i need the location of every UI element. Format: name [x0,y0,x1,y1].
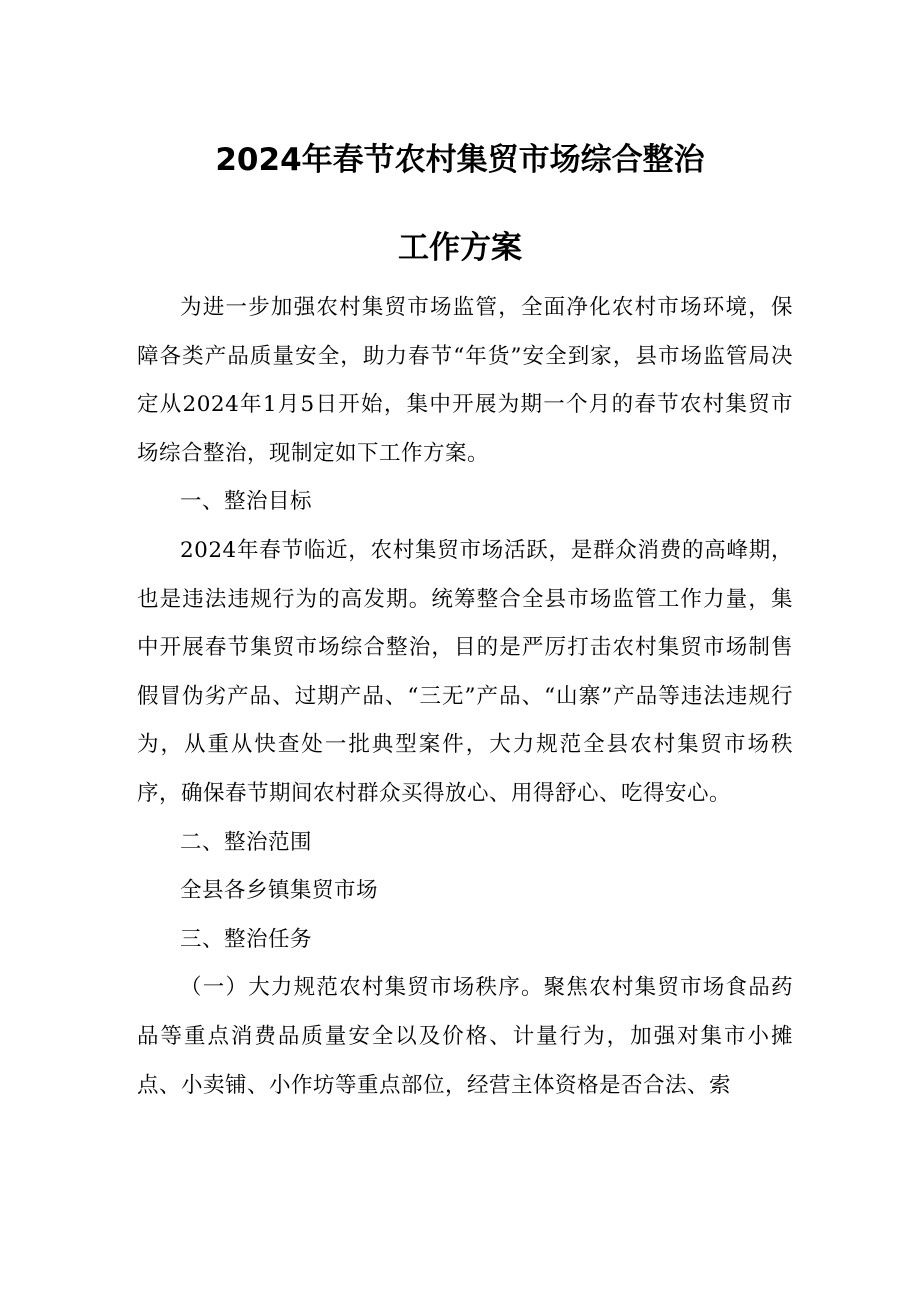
section2-heading: 二、整治范围 [180,829,313,855]
document-body [137,284,793,1110]
document-title-line1: 2024年春节农村集贸市场综合整治 [215,142,705,178]
document-title-line2: 工作方案 [398,230,522,266]
section3-heading: 三、整治任务 [180,926,313,952]
section3-item1-paragraph: （一）大力规范农村集贸市场秩序。聚焦农村集贸市场食品药品等重点消费品质量安全以及价格、计量行为，加强对集市小摊点、小卖铺、小作坊等重点部位，经营主体资格是否合法、索 [137,975,793,1098]
intro-paragraph: 为进一步加强农村集贸市场监管，全面净化农村市场环境，保障各类产品质量安全，助力春节“年货”安全到家，县市场监管局决定从2024年1月5日开始，集中开展为期一个月的春节农村集贸市场综合整治，现制定如下工作方案。 [137,295,793,466]
section1-heading: 一、整治目标 [180,489,313,515]
section1-paragraph: 2024年春节临近，农村集贸市场活跃，是群众消费的高峰期，也是违法违规行为的高发期。统筹整合全县市场监管工作力量，集中开展春节集贸市场综合整治，目的是严厉打击农村集贸市场制售假冒伪劣产品、过期产品、“三无”产品、“山寨”产品等违法违规行为，从重从快查处一批典型案件，大力规范全县农村集贸市场秩序，确保春节期间农村群众买得放心、用得舒心、吃得安心。 [137,537,793,806]
section2-paragraph: 全县各乡镇集贸市场 [180,878,379,904]
